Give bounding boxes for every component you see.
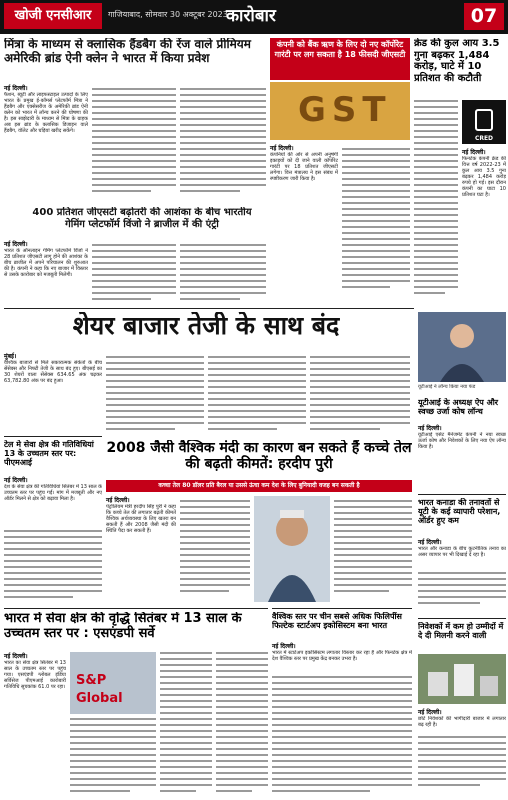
gst-body: कंपनियों की ओर से अपनी अनुषंगी इकाइयों को दी जाने वाली कॉर्पोरेट गारंटी पर 18 प्रतिशत जीएसटी लगेगा। वित्त मंत्रालय ने इस संबंध में स्पष्टीकरण जारी किया है।: [270, 152, 338, 182]
canada-headline: भारत कनाडा की तनावतों से यूटी के कई व्यापारी परेशान, ऑर्डर हुए कम: [418, 498, 501, 526]
divider: [418, 618, 506, 619]
dateline: गाजियाबाद, सोमवार 30 अक्टूबर 2023: [108, 10, 228, 19]
fintech-body: भारत में स्टार्टअप इकोसिस्टम लगातार विस्तार कर रहा है और फिनटेक क्षेत्र में देश वैश्विक स्तर पर प्रमुख केंद्र बनकर उभरा है।: [272, 650, 412, 662]
gst-byline: नई दिल्ली।: [270, 145, 294, 152]
tata-body: भारत के ऑनलाइन गेमिंग प्लेटफॉर्म विंजो ने 28 प्रतिशत जीएसटी लागू होने की आशंका के बीच ब्राजील में अपने परिचालन की शुरुआत की है। कंपनी ने कहा कि नए बाजार में विस्तार से उसके कारोबार को मजबूती मिलेगी।: [4, 248, 88, 278]
pmi-body-lines: [160, 652, 212, 796]
small-photo: [418, 654, 506, 704]
page-number: 07: [464, 3, 504, 30]
sebi-body-lines: [4, 530, 102, 602]
cred-body-lines: [414, 100, 458, 300]
samsung-headline: मिंत्रा के माध्यम से क्लासिक हैंडबैग की रेंज वाले प्रीमियम अमेरिकी ब्रांड ऐनी क्लेन ने भारत में किया प्रवेश: [4, 38, 251, 65]
mandi-headline: 2008 जैसी वैश्विक मंदी का कारण बन सकते हैं कच्चे तेल की बढ़ती कीमतें: हरदीप पुरी: [106, 440, 412, 473]
divider: [4, 308, 414, 309]
banner-body-lines: [310, 356, 410, 434]
uti-photo: [418, 312, 506, 382]
samsung-body-lines: [92, 88, 176, 202]
sebi-headline: टेल मे सेवा क्षेत्र की गतिविधियां 13 के उच्चतम स्तर पर: पीएमआई: [4, 440, 94, 468]
samsung-body-lines: [180, 88, 266, 202]
sebi-byline: नई दिल्ली।: [4, 477, 28, 484]
canada-body-lines: [418, 572, 506, 614]
small-headline: निवेशकों में कम हो उम्मीदों में दे दी मिलनी करने वाली: [418, 622, 504, 641]
puri-photo: [254, 496, 330, 602]
cred-logo-icon: [462, 100, 506, 144]
uti-body: यूटीआई एसेट मैनेजमेंट कंपनी ने नया स्वच्छ ऊर्जा कोष और निवेशकों के लिए नया ऐप लॉन्च किया है।: [418, 432, 506, 450]
mandi-body-lines: [334, 500, 412, 602]
small-byline: नई दिल्ली।: [418, 709, 442, 716]
canada-byline: नई दिल्ली।: [418, 539, 442, 546]
samsung-body: फैशन, ब्यूटी और लाइफस्टाइल उत्पादों के लिए भारत के प्रमुख ई-कॉमर्स प्लेटफॉर्म मिंत्रा ने हैंडबैग और एक्सेसरीज के अमेरिकी ब्रांड ऐनी क्लेन को भारत में लॉन्च करने की घोषणा की है। इस साझेदारी के माध्यम से मिंत्रा के ग्राहक अब इस ब्रांड के क्लासिक डिजाइन वाले हैंडबैग, वॉलेट और घड़ियां खरीद सकेंगे।: [4, 92, 88, 134]
gst-banner: कंपनी को बैंक ऋण के लिए दो नए कॉर्पोरेट गारंटी पर लग सकता है 18 फीसदी जीएसटी: [270, 38, 410, 80]
cred-body: फिनटेक कंपनी क्रेड की वित्त वर्ष 2022-23 में कुल आय 3.5 गुना बढ़कर 1,484 करोड़ रुपये हो गई। इस दौरान कंपनी का घाटा 10 प्रतिशत घटा है।: [462, 156, 506, 198]
canada-body: भारत और कनाडा के बीच कूटनीतिक तनाव का असर व्यापार पर भी दिखाई दे रहा है।: [418, 546, 506, 558]
mandi-body-lines: [180, 500, 250, 602]
fintech-headline: वैश्विक स्तर पर चीन सबसे अधिक फिलिपींस फिल्टेक स्टार्टअप इकोसिस्टम बना भारत: [272, 612, 402, 631]
divider: [272, 608, 412, 609]
pmi-byline: नई दिल्ली।: [4, 653, 28, 660]
tata-headline: 400 प्रतिशत जीएसटी बढ़ोतरी की आशंका के बीच भारतीय गेमिंग प्लेटफॉर्म विंजो ने ब्राजील में की एंट्री: [32, 207, 252, 230]
tata-body-lines: [92, 244, 176, 308]
sebi-body: देश के सेवा क्षेत्र की गतिविधियां सितंबर में 13 साल के उच्चतम स्तर पर पहुंच गईं। मांग में मजबूती और नए ऑर्डर मिलने से क्षेत्र को बढ़ावा मिला है।: [4, 484, 102, 502]
newspaper-brand: खोजी एनसीआर: [4, 3, 102, 29]
svg-text:CRED: CRED: [474, 135, 494, 142]
tata-byline: नई दिल्ली।: [4, 241, 28, 248]
samsung-byline: नई दिल्ली।: [4, 85, 28, 92]
uti-caption: यूटीआई ने लॉन्च किया नया फंड: [418, 384, 476, 390]
sp-logo-icon: [70, 652, 156, 714]
pmi-body-lines: [216, 652, 268, 796]
gst-photo-text: GST: [298, 90, 392, 130]
divider: [4, 436, 102, 437]
banner-byline: मुंबई।: [4, 353, 17, 360]
small-body-lines: [418, 736, 506, 796]
uti-byline: नई दिल्ली।: [418, 425, 442, 432]
pmi-headline: भारत में सेवा क्षेत्र की वृद्धि सितंबर में 13 साल के उच्चतम स्तर पर : एसएंडपी सर्वे: [4, 612, 242, 641]
mandi-subbanner: कच्चा तेल 80 डॉलर प्रति बैरल या उससे ऊंचा कम देश के लिए बुनियादी वजह बन सकती है: [106, 480, 412, 492]
banner-body: वैश्विक बाजारों से मिले सकारात्मक संकेतों के बीच सेंसेक्स और निफ्टी तेजी के साथ बंद हुए। बीएसई का 30 शेयरों वाला सेंसेक्स 634.65 अंक चढ़कर 63,782.80 अंक पर बंद हुआ।: [4, 360, 102, 384]
uti-headline: यूटीआई के अध्यक्ष ऐप और स्वच्छ उर्जा कोष लॉन्च: [418, 398, 499, 417]
mandi-body: पेट्रोलियम मंत्री हरदीप सिंह पुरी ने कहा कि कच्चे तेल की लगातार बढ़ती कीमतें वैश्विक अर्थव्यवस्था के लिए खतरा बन सकती हैं और 2008 जैसी मंदी की स्थिति पैदा कर सकती हैं।: [106, 504, 176, 534]
cred-byline: नई दिल्ली।: [462, 149, 486, 156]
gst-photo: [270, 82, 410, 140]
banner-body-lines: [208, 356, 306, 434]
banner-body-lines: [106, 356, 204, 434]
mandi-byline: नई दिल्ली।: [106, 497, 130, 504]
fintech-byline: नई दिल्ली।: [272, 643, 296, 650]
cred-headline: क्रेड की कुल आय 3.5 गुना बढ़कर 1,484 करोड़, घाटे में 10 प्रतिशत की कटौती: [414, 38, 500, 84]
banner-headline: शेयर बाजार तेजी के साथ बंद: [72, 312, 340, 340]
gst-body-lines: [342, 148, 410, 304]
section-title: कारोबार: [226, 6, 276, 26]
pmi-body-lines: [70, 718, 156, 796]
tata-body-lines: [180, 244, 266, 308]
pmi-body: भारत का सेवा क्षेत्र सितंबर में 13 साल के उच्चतम स्तर पर पहुंच गया। एसएंडपी ग्लोबल इंडिया सर्विसेज पीएमआई कारोबारी गतिविधि सूचकांक 61.0 पर रहा।: [4, 660, 66, 690]
fintech-body-lines: [272, 676, 412, 796]
divider: [4, 608, 268, 609]
sp-photo-text: S&P Global: [76, 673, 123, 706]
small-body: छोटे निवेशकों की भागीदारी बाजार में लगातार बढ़ रही है।: [418, 716, 506, 728]
divider: [418, 494, 506, 495]
